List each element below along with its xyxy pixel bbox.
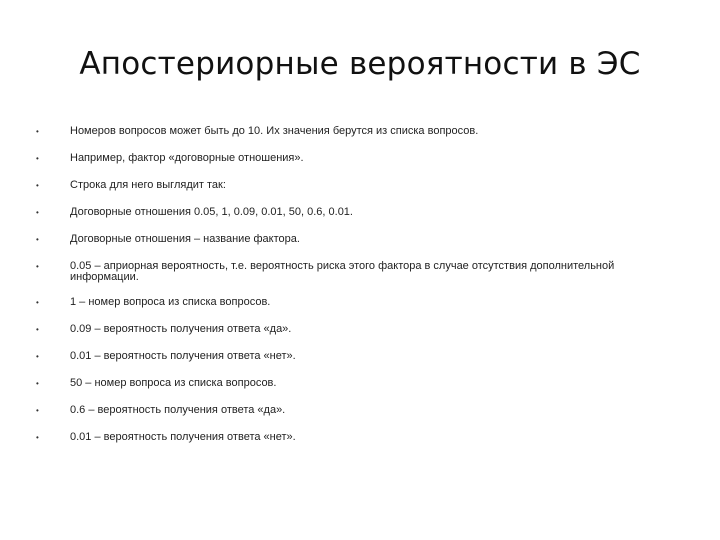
bullet-text: Договорные отношения 0.05, 1, 0.09, 0.01, 50, 0.6, 0.01. (70, 206, 353, 218)
slide-title: Апостериорные вероятности в ЭС (79, 46, 641, 82)
bullet-icon: • (36, 406, 39, 415)
list-item (36, 405, 666, 416)
list-item (36, 180, 666, 191)
bullet-text: Номеров вопросов может быть до 10. Их значения берутся из списка вопросов. (70, 125, 479, 137)
bullet-icon: • (36, 235, 39, 244)
bullet-text: 1 – номер вопроса из списка вопросов. (70, 296, 271, 308)
bullet-icon: • (36, 325, 39, 334)
bullet-text: 0.01 – вероятность получения ответа «нет». (70, 350, 296, 362)
bullet-list (36, 126, 666, 459)
list-item (36, 234, 666, 245)
list-item (36, 297, 666, 308)
list-item (36, 378, 666, 389)
bullet-text: Договорные отношения – название фактора. (70, 233, 300, 245)
bullet-icon: • (36, 208, 39, 217)
bullet-icon: • (36, 433, 39, 442)
list-item (36, 261, 666, 283)
list-item (36, 324, 666, 335)
bullet-icon: • (36, 262, 39, 271)
bullet-icon: • (36, 379, 39, 388)
list-item (36, 153, 666, 164)
list-item (36, 432, 666, 443)
bullet-text: 0.6 – вероятность получения ответа «да». (70, 404, 286, 416)
list-item (36, 351, 666, 362)
bullet-icon: • (36, 154, 39, 163)
list-item (36, 126, 666, 137)
bullet-icon: • (36, 181, 39, 190)
bullet-icon: • (36, 298, 39, 307)
bullet-icon: • (36, 352, 39, 361)
bullet-text: 50 – номер вопроса из списка вопросов. (70, 377, 277, 389)
bullet-icon: • (36, 127, 39, 136)
bullet-text: 0.09 – вероятность получения ответа «да». (70, 323, 292, 335)
bullet-text: Строка для него выглядит так: (70, 179, 226, 191)
bullet-text: Например, фактор «договорные отношения». (70, 152, 304, 164)
list-item (36, 207, 666, 218)
bullet-text: 0.05 – априорная вероятность, т.е. вероятность риска этого фактора в случае отсутствия дополнительной информации. (70, 260, 615, 283)
bullet-text: 0.01 – вероятность получения ответа «нет». (70, 431, 296, 443)
